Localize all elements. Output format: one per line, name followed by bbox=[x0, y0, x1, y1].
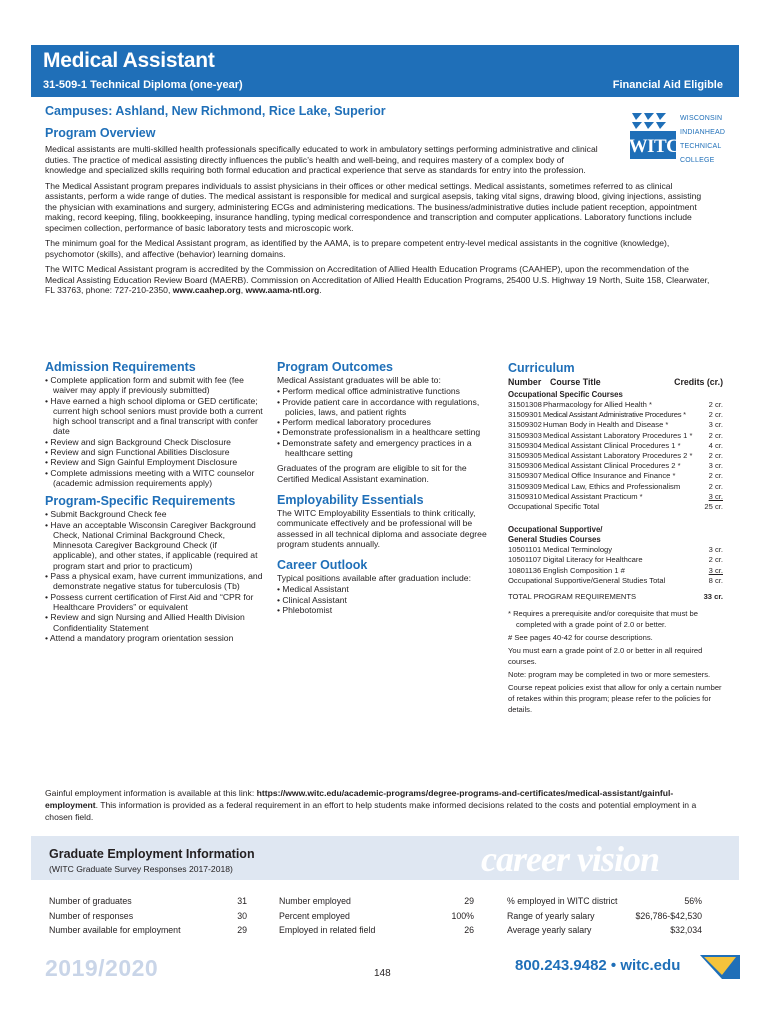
course-title: Pharmacology for Allied Health * bbox=[543, 400, 652, 409]
employability-text: The WITC Employability Essentials to think critically, communicate effectively and be professional will be assessed in all technical diploma and associate degree program students annually. bbox=[277, 507, 487, 549]
accreditation-paragraph bbox=[45, 264, 715, 296]
course-title: Digital Literacy for Healthcare bbox=[543, 555, 643, 565]
stat-row bbox=[279, 923, 474, 938]
curriculum-heading: Curriculum bbox=[508, 361, 575, 375]
career-outlook-heading: Career Outlook bbox=[277, 558, 368, 573]
title-banner bbox=[31, 45, 739, 97]
outcomes-column bbox=[277, 360, 495, 615]
subtotal-value: 25 cr. bbox=[704, 502, 723, 512]
stat-value: 56% bbox=[684, 896, 702, 906]
course-number: 31509301 bbox=[508, 410, 542, 420]
stat-row bbox=[49, 909, 247, 924]
subtotal-label: Occupational Specific Total bbox=[508, 502, 600, 512]
graduate-employment-box bbox=[31, 836, 739, 948]
table-row bbox=[508, 441, 723, 451]
course-number: 31509303 bbox=[508, 430, 542, 440]
outcomes-list bbox=[277, 386, 495, 458]
stat-value: 31 bbox=[237, 896, 247, 906]
admission-list bbox=[45, 375, 263, 488]
stat-label: Number employed bbox=[279, 896, 351, 906]
list-item: • Submit Background Check fee bbox=[45, 509, 263, 519]
program-outcomes-heading: Program Outcomes bbox=[277, 360, 394, 374]
table-row bbox=[508, 410, 723, 420]
stat-label: Number of responses bbox=[49, 910, 134, 921]
stat-label: Percent employed bbox=[279, 910, 350, 921]
accreditation-text: The WITC Medical Assistant program is accredited by the Commission on Accreditation of Allied Health Education Programs (CAAHEP), upon the recommendation of the Medical Assisting Education Review Board (MAERB). Commission on Accreditation of Allied Health Education Programs, 25400 U.S. Highway 19 North, Suite 158, Clearwater, FL 33763, phone: 727-210-2350, bbox=[45, 264, 710, 295]
caahep-link[interactable]: www.caahep.org bbox=[172, 285, 241, 295]
stat-row bbox=[507, 894, 702, 909]
list-item: • Review and sign Nursing and Allied Health Division Confidentiality Statement bbox=[45, 612, 263, 633]
stat-label: Range of yearly salary bbox=[507, 910, 595, 921]
logo-abbr: WITC bbox=[628, 136, 680, 157]
overview-paragraph: Medical assistants are multi-skilled health professionals specifically educated to work in ambulatory settings performing administrative and clinical duties. The practice of medical assisting directly influences the public’s health and well-being, and requires mastery of a complex body of knowledge and specialized skills requiring both formal education and practical experience that serve as standards for entry into the profession. bbox=[45, 144, 598, 175]
financial-aid-label: Financial Aid Eligible bbox=[612, 79, 723, 91]
stat-row bbox=[507, 909, 702, 924]
link-separator: , bbox=[240, 285, 246, 295]
stat-value: 29 bbox=[237, 925, 247, 935]
page-title: Medical Assistant bbox=[43, 49, 215, 72]
course-title: Medical Office Insurance and Finance * bbox=[543, 471, 676, 481]
note: You must earn a grade point of 2.0 or better in all required courses. bbox=[508, 646, 703, 667]
career-vision-watermark: career vision bbox=[481, 839, 659, 879]
page-number: 148 bbox=[374, 968, 391, 979]
course-number: 10501107 bbox=[508, 555, 542, 565]
table-row bbox=[508, 545, 723, 555]
note: * Requires a prerequisite and/or corequisite that must be completed with a grade point of 2.0 or better. bbox=[508, 609, 698, 630]
total-value: 33 cr. bbox=[703, 592, 723, 602]
course-credits: 2 cr. bbox=[708, 400, 723, 409]
list-item: • Review and Sign Gainful Employment Disclosure bbox=[45, 457, 263, 467]
list-item: • Have earned a high school diploma or GED certificate; current high school seniors must provide both a current high school transcript and a final transcript with confer date bbox=[45, 396, 263, 437]
stat-label: Employed in related field bbox=[279, 925, 376, 935]
stat-value: 29 bbox=[464, 896, 474, 906]
admission-heading: Admission Requirements bbox=[45, 360, 196, 374]
table-row bbox=[508, 555, 723, 565]
supportive-heading: General Studies Courses bbox=[508, 535, 601, 545]
list-item: • Phlebotomist bbox=[277, 605, 495, 615]
stat-row bbox=[279, 894, 474, 909]
course-title: Medical Assistant Laboratory Procedures 1 * bbox=[543, 430, 693, 440]
course-credits: 2 cr. bbox=[708, 451, 723, 461]
graduate-employment-subtitle: (WITC Graduate Survey Responses 2017-2018) bbox=[49, 864, 233, 874]
course-number: 31509302 bbox=[508, 420, 542, 430]
list-item: • Review and sign Functional Abilities Disclosure bbox=[45, 447, 263, 457]
stat-label: Average yearly salary bbox=[507, 925, 592, 935]
catalog-year: 2019/2020 bbox=[45, 955, 159, 981]
list-item: • Review and sign Background Check Disclosure bbox=[45, 437, 263, 447]
list-item: • Have an acceptable Wisconsin Caregiver Background Check, National Criminal Background Check, Minnesota Caregiver Background Check (if applicable), and other states, if applicable (required at program start and prior to practicum) bbox=[45, 520, 263, 571]
table-row bbox=[508, 461, 723, 471]
table-row bbox=[508, 420, 723, 430]
course-title: Medical Assistant Clinical Procedures 1 * bbox=[543, 440, 681, 450]
requirements-column bbox=[45, 360, 263, 643]
course-title: Medical Assistant Practicum * bbox=[543, 491, 643, 501]
list-item: • Perform medical laboratory procedures bbox=[277, 417, 495, 427]
list-item: • Pass a physical exam, have current immunizations, and demonstrate negative status for tuberculosis (Tb) bbox=[45, 571, 263, 592]
gainful-prefix: Gainful employment information is available at this link: bbox=[45, 788, 257, 798]
gainful-employment-text bbox=[45, 787, 725, 823]
table-row bbox=[508, 492, 723, 502]
table-row bbox=[508, 400, 723, 410]
total-row bbox=[508, 592, 723, 602]
curriculum-notes bbox=[508, 608, 723, 715]
course-credits: 2 cr. bbox=[708, 471, 723, 481]
graduate-employment-title: Graduate Employment Information bbox=[49, 847, 255, 861]
course-credits: 4 cr. bbox=[708, 440, 723, 450]
course-title: Medical Assistant Administrative Procedures * bbox=[543, 410, 686, 420]
period: . bbox=[319, 285, 322, 295]
curriculum-header bbox=[508, 377, 723, 387]
career-intro: Typical positions available after graduation include: bbox=[277, 573, 471, 584]
outcomes-closing: Graduates of the program are eligible to sit for the Certified Medical Assistant examination. bbox=[277, 463, 467, 484]
gainful-suffix: . This information is provided as a federal requirement in an effort to help students make informed decisions related to the costs and potential employment in a chosen field. bbox=[45, 800, 697, 822]
course-number: 31509309 bbox=[508, 481, 542, 491]
logo-line: TECHNICAL bbox=[680, 143, 722, 150]
stats-column-2 bbox=[279, 894, 474, 938]
course-title: Medical Terminology bbox=[543, 545, 613, 555]
stat-row bbox=[49, 894, 247, 909]
course-credits: 3 cr. bbox=[708, 461, 723, 471]
stat-row bbox=[279, 909, 474, 924]
note: Course repeat policies exist that allow for only a certain number of retakes within this program; please refer to the policies for details. bbox=[508, 683, 722, 715]
gainful-employment-link[interactable]: https://www.witc.edu/academic-programs/degree-programs-and-certificates/medical-assistant/gainful-employment bbox=[45, 788, 674, 810]
course-title: English Composition 1 # bbox=[543, 565, 625, 575]
table-row bbox=[508, 482, 723, 492]
supportive-heading: Occupational Supportive/ bbox=[508, 525, 603, 535]
list-item: • Demonstrate safety and emergency practices in a healthcare setting bbox=[277, 438, 495, 459]
graduate-employment-header bbox=[31, 836, 739, 880]
program-specific-list bbox=[45, 509, 263, 643]
aama-link[interactable]: www.aama-ntl.org bbox=[245, 285, 320, 295]
stat-value: 100% bbox=[451, 910, 474, 921]
list-item: • Attend a mandatory program orientation session bbox=[45, 633, 263, 643]
stat-row bbox=[49, 923, 247, 938]
stat-value: 30 bbox=[237, 910, 247, 921]
course-credits: 3 cr. bbox=[708, 545, 723, 555]
stat-value: $32,034 bbox=[670, 925, 702, 935]
program-overview-heading: Program Overview bbox=[45, 126, 156, 140]
list-item: • Complete application form and submit with fee (fee waiver may apply if previously submitted) bbox=[45, 375, 263, 396]
course-number: 31509304 bbox=[508, 440, 542, 450]
course-number: 31509305 bbox=[508, 451, 542, 461]
col-credits: Credits (cr.) bbox=[674, 377, 723, 387]
course-credits: 2 cr. bbox=[708, 410, 723, 420]
course-credits: 2 cr. bbox=[708, 555, 723, 565]
list-item: • Possess current certification of First Aid and “CPR for Healthcare Providers” or equivalent bbox=[45, 592, 263, 613]
course-number: 10801136 bbox=[508, 565, 542, 575]
course-title: Medical Law, Ethics and Professionalism bbox=[543, 481, 681, 491]
course-number: 31509306 bbox=[508, 461, 542, 471]
occupational-heading: Occupational Specific Courses bbox=[508, 390, 623, 399]
list-item: • Medical Assistant bbox=[277, 584, 495, 594]
course-number: 10501101 bbox=[508, 545, 542, 555]
table-row bbox=[508, 566, 723, 576]
col-number: Number bbox=[508, 377, 542, 387]
table-row bbox=[508, 471, 723, 481]
list-item: • Provide patient care in accordance with regulations, policies, laws, and patient rights bbox=[277, 397, 495, 418]
stats-column-3 bbox=[507, 894, 702, 938]
overview-paragraph: The Medical Assistant program prepares individuals to assist physicians in their offices or other medical settings. Medical assistants, sometimes referred to as clinical assistants, perform a wide range of duties. The medical assistant is responsible for medical and surgical asepsis, taking vital signs, drawing blood, giving injections, assisting the physician with examinations and surgery, administering ECGs and administering medications. The business/administrative duties include patient reception, appointment making, record keeping, filing, bookkeeping, insurance handling, typing medical correspondence and transcription and computer applications. Laboratory functions include specimen collection, performance of basic laboratory tests and microscopic work. bbox=[45, 180, 702, 233]
table-row bbox=[508, 431, 723, 441]
logo-line: COLLEGE bbox=[680, 157, 715, 164]
course-title: Medical Assistant Clinical Procedures 2 * bbox=[543, 461, 681, 471]
course-credits: 3 cr. bbox=[708, 491, 723, 501]
curriculum bbox=[508, 361, 723, 717]
total-label: TOTAL PROGRAM REQUIREMENTS bbox=[508, 592, 637, 602]
note: # See pages 40-42 for course descriptions. bbox=[508, 633, 653, 643]
contact-info[interactable]: 800.243.9482 • witc.edu bbox=[515, 957, 681, 974]
course-credits: 2 cr. bbox=[708, 481, 723, 491]
course-number: 31501308 bbox=[508, 400, 542, 409]
course-title: Human Body in Health and Disease * bbox=[543, 420, 669, 430]
program-specific-heading: Program-Specific Requirements bbox=[45, 494, 236, 509]
diploma-subtitle: 31-509-1 Technical Diploma (one-year) bbox=[43, 79, 243, 91]
employability-heading: Employability Essentials bbox=[277, 492, 424, 507]
logo-line: INDIANHEAD bbox=[680, 129, 726, 136]
stats-column-1 bbox=[49, 894, 247, 938]
note: Note: program may be completed in two or more semesters. bbox=[508, 670, 711, 680]
list-item: • Perform medical office administrative functions bbox=[277, 386, 495, 396]
program-overview bbox=[45, 144, 715, 301]
overview-paragraph: The minimum goal for the Medical Assistant program, as identified by the AAMA, is to prepare competent entry-level medical assistants in the cognitive (knowledge), psychomotor (skills), and affective (behavior) learning domains. bbox=[45, 238, 670, 259]
course-number: 31509310 bbox=[508, 491, 542, 501]
course-credits: 3 cr. bbox=[708, 565, 723, 575]
stat-value: 26 bbox=[464, 925, 474, 935]
stat-label: Number available for employment bbox=[49, 925, 181, 935]
list-item: • Clinical Assistant bbox=[277, 595, 495, 605]
course-number: 31509307 bbox=[508, 471, 542, 481]
list-item: • Demonstrate professionalism in a healthcare setting bbox=[277, 427, 495, 437]
subtotal-value: 8 cr. bbox=[708, 575, 723, 585]
career-list bbox=[277, 584, 495, 615]
outcomes-intro: Medical Assistant graduates will be able to: bbox=[277, 375, 441, 385]
stat-label: Number of graduates bbox=[49, 896, 132, 906]
course-title: Medical Assistant Laboratory Procedures 2 * bbox=[543, 451, 693, 461]
stat-value: $26,786-$42,530 bbox=[635, 910, 702, 921]
logo-line: WISCONSIN bbox=[680, 115, 723, 122]
list-item: • Complete admissions meeting with a WITC counselor (academic admission requirements apply) bbox=[45, 468, 263, 489]
stat-label: % employed in WITC district bbox=[507, 896, 618, 906]
subtotal-row bbox=[508, 502, 723, 512]
subtotal-row bbox=[508, 576, 723, 586]
col-course-title: Course Title bbox=[550, 377, 601, 387]
course-credits: 3 cr. bbox=[708, 420, 723, 430]
campuses-heading: Campuses: Ashland, New Richmond, Rice Lake, Superior bbox=[45, 104, 386, 118]
subtotal-label: Occupational Supportive/General Studies Total bbox=[508, 575, 666, 585]
stat-row bbox=[507, 923, 702, 938]
corner-accent-icon bbox=[700, 955, 740, 979]
course-credits: 2 cr. bbox=[708, 430, 723, 440]
table-row bbox=[508, 451, 723, 461]
